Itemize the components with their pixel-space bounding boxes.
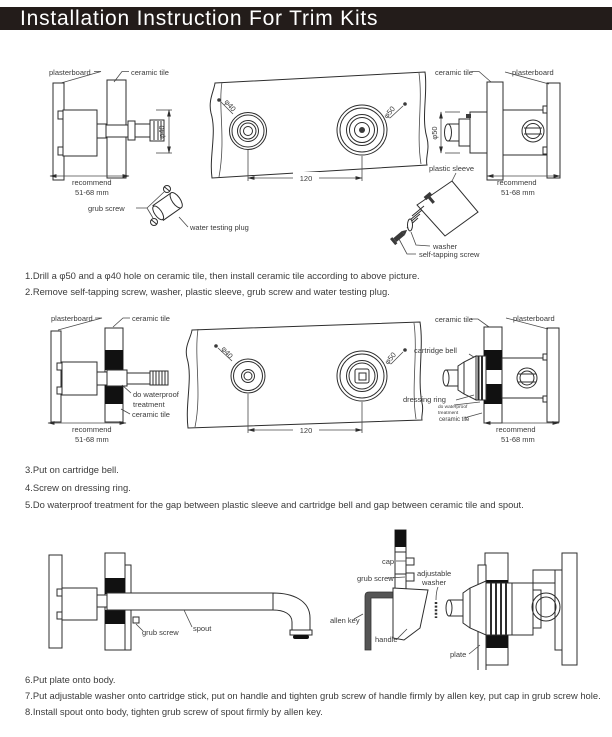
- label-handle: handle: [375, 635, 398, 644]
- label-ceramic-tile-small: ceramic tile: [132, 410, 170, 419]
- waterproof-seal: [105, 610, 125, 624]
- cartridge-bell: [463, 581, 486, 635]
- wall-section-left-spout: [49, 553, 312, 650]
- label-plate: plate: [450, 650, 467, 659]
- removed-parts: [88, 186, 249, 233]
- label-recommend: recommend: [497, 178, 537, 187]
- label-range: 51-68 mm: [75, 188, 109, 197]
- plasterboard-wall: [547, 328, 559, 422]
- label-ceramic-tile: ceramic tile: [132, 314, 170, 323]
- instruction-4: 4.Screw on dressing ring.: [25, 481, 131, 493]
- wall-section-right: [430, 68, 560, 197]
- label-plasterboard: plasterboard: [51, 314, 93, 323]
- label-cap: cap: [382, 557, 395, 566]
- dim-dia40: φ40: [157, 125, 166, 139]
- instruction-2: 2.Remove self-tapping screw, washer, plastic sleeve, grub screw and water testing plug.: [25, 286, 390, 297]
- washer-part: [408, 219, 413, 231]
- valve-body: [63, 110, 97, 156]
- diagram-step-3-5: [0, 308, 612, 458]
- label-range: 51-68 mm: [501, 188, 535, 197]
- label-ceramic-tile-small: ceramic tile: [439, 417, 470, 423]
- label-range: 51-68 mm: [501, 435, 535, 444]
- waterproof-seal: [105, 384, 123, 404]
- cap-part: [406, 558, 414, 565]
- instructions-group-3: [25, 672, 605, 720]
- label-plasterboard: plasterboard: [513, 314, 555, 323]
- plasterboard-wall: [51, 331, 61, 422]
- valve-body: [62, 362, 97, 395]
- label-ceramic-tile: ceramic tile: [435, 68, 473, 77]
- plasterboard-wall: [53, 83, 64, 180]
- label-allen-key: allen key: [330, 616, 360, 625]
- dim-120: 120: [299, 426, 313, 435]
- label-treatment: treatment: [133, 400, 165, 409]
- ceramic-tile-wall: [487, 82, 503, 180]
- label-recommend: recommend: [72, 425, 112, 434]
- diagram-step-1-2: [0, 58, 612, 264]
- label-dressing-ring: dressing ring: [403, 395, 446, 404]
- tile-panel-front-view: [186, 322, 422, 435]
- instructions-group-2: [25, 461, 605, 514]
- valve-body: [502, 358, 547, 398]
- hole-dia50-label: φ50: [382, 350, 399, 367]
- instruction-8: 8.Install spout onto body, tighten grub screw of spout firmly by allen key.: [25, 706, 323, 717]
- screw-dot: [403, 102, 407, 106]
- label-adjustable: adjustable: [417, 569, 452, 578]
- dim-120: 120: [299, 174, 313, 183]
- instruction-7: 7.Put adjustable washer onto cartridge stick, put on handle and tighten grub screw of handle firmly by allen key, put cap in grub screw hole.: [25, 690, 601, 701]
- label-ceramic-tile: ceramic tile: [435, 315, 473, 324]
- wall-section-left: [49, 68, 172, 197]
- plasterboard-wall: [49, 555, 62, 648]
- ceramic-tile-wall: [484, 327, 502, 423]
- wall-section-right: [403, 314, 559, 444]
- plastic-sleeve: [417, 181, 478, 236]
- dim-dia50: φ50: [430, 126, 439, 140]
- handle-assembly: [330, 530, 451, 650]
- instruction-1: 1.Drill a φ50 and a φ40 hole on ceramic tile, then install ceramic tile according to above picture.: [25, 270, 420, 281]
- label-washer: washer: [433, 242, 458, 251]
- label-plasterboard: plasterboard: [49, 68, 91, 77]
- label-do-waterproof: do waterproof: [133, 390, 179, 399]
- label-range: 51-68 mm: [75, 435, 109, 444]
- tile-panel-front-view: [210, 72, 428, 183]
- label-plastic-sleeve: plastic sleeve: [429, 164, 475, 173]
- plasterboard-wall: [547, 83, 560, 178]
- label-washer: washer: [422, 578, 447, 587]
- label-grub-screw: grub screw: [357, 574, 394, 583]
- hole-dia40-label: φ40: [222, 97, 238, 114]
- instruction-5: 5.Do waterproof treatment for the gap between plastic sleeve and cartridge bell and gap between ceramic tile and spout.: [25, 499, 524, 511]
- waterproof-seal: [105, 350, 123, 370]
- instruction-3: 3.Put on cartridge bell.: [25, 464, 119, 475]
- self-tapping-screw-part: [390, 227, 410, 245]
- valve-body: [512, 583, 533, 635]
- label-treatment-small: treatment: [438, 411, 459, 416]
- hole-dia40-label: φ40: [219, 344, 235, 361]
- plastic-sleeve-parts: [390, 164, 480, 259]
- label-grub-screw: grub screw: [142, 628, 179, 637]
- plasterboard-wall: [562, 553, 577, 665]
- instruction-6: 6.Put plate onto body.: [25, 674, 116, 685]
- label-cartridge-bell: cartridge bell: [414, 346, 457, 355]
- label-water-testing-plug: water testing plug: [190, 223, 249, 232]
- label-recommend: recommend: [72, 178, 112, 187]
- label-grub-screw: grub screw: [88, 204, 125, 213]
- label-plasterboard: plasterboard: [512, 68, 554, 77]
- valve-body: [62, 588, 97, 620]
- instructions-group-1: [25, 268, 605, 300]
- waterproof-seal: [484, 350, 502, 370]
- screw-dot: [217, 98, 221, 102]
- spout-tube: [107, 593, 273, 610]
- screw-dot: [214, 344, 218, 348]
- hole-dia50-label: φ50: [381, 104, 398, 121]
- wall-section-left: [48, 314, 180, 444]
- diagram-step-6-8: [0, 518, 612, 670]
- label-do-waterproof-small: do waterproof: [438, 405, 468, 410]
- screw-dot: [403, 348, 407, 352]
- label-spout: spout: [193, 624, 212, 633]
- page-title: Installation Instruction For Trim Kits: [0, 7, 612, 30]
- waterproof-seal: [105, 578, 125, 594]
- grub-screw-part: [406, 573, 414, 581]
- label-recommend: recommend: [496, 425, 536, 434]
- wall-section-right: [446, 553, 577, 670]
- spout-aerator: [293, 635, 309, 639]
- grub-screw-hole: [133, 617, 139, 623]
- cartridge-bell: [458, 356, 476, 400]
- label-ceramic-tile: ceramic tile: [131, 68, 169, 77]
- spout-elbow: [273, 593, 310, 630]
- waterproof-seal: [484, 384, 502, 404]
- handle-part: [393, 588, 428, 640]
- label-self-tapping-screw: self-tapping screw: [419, 250, 480, 259]
